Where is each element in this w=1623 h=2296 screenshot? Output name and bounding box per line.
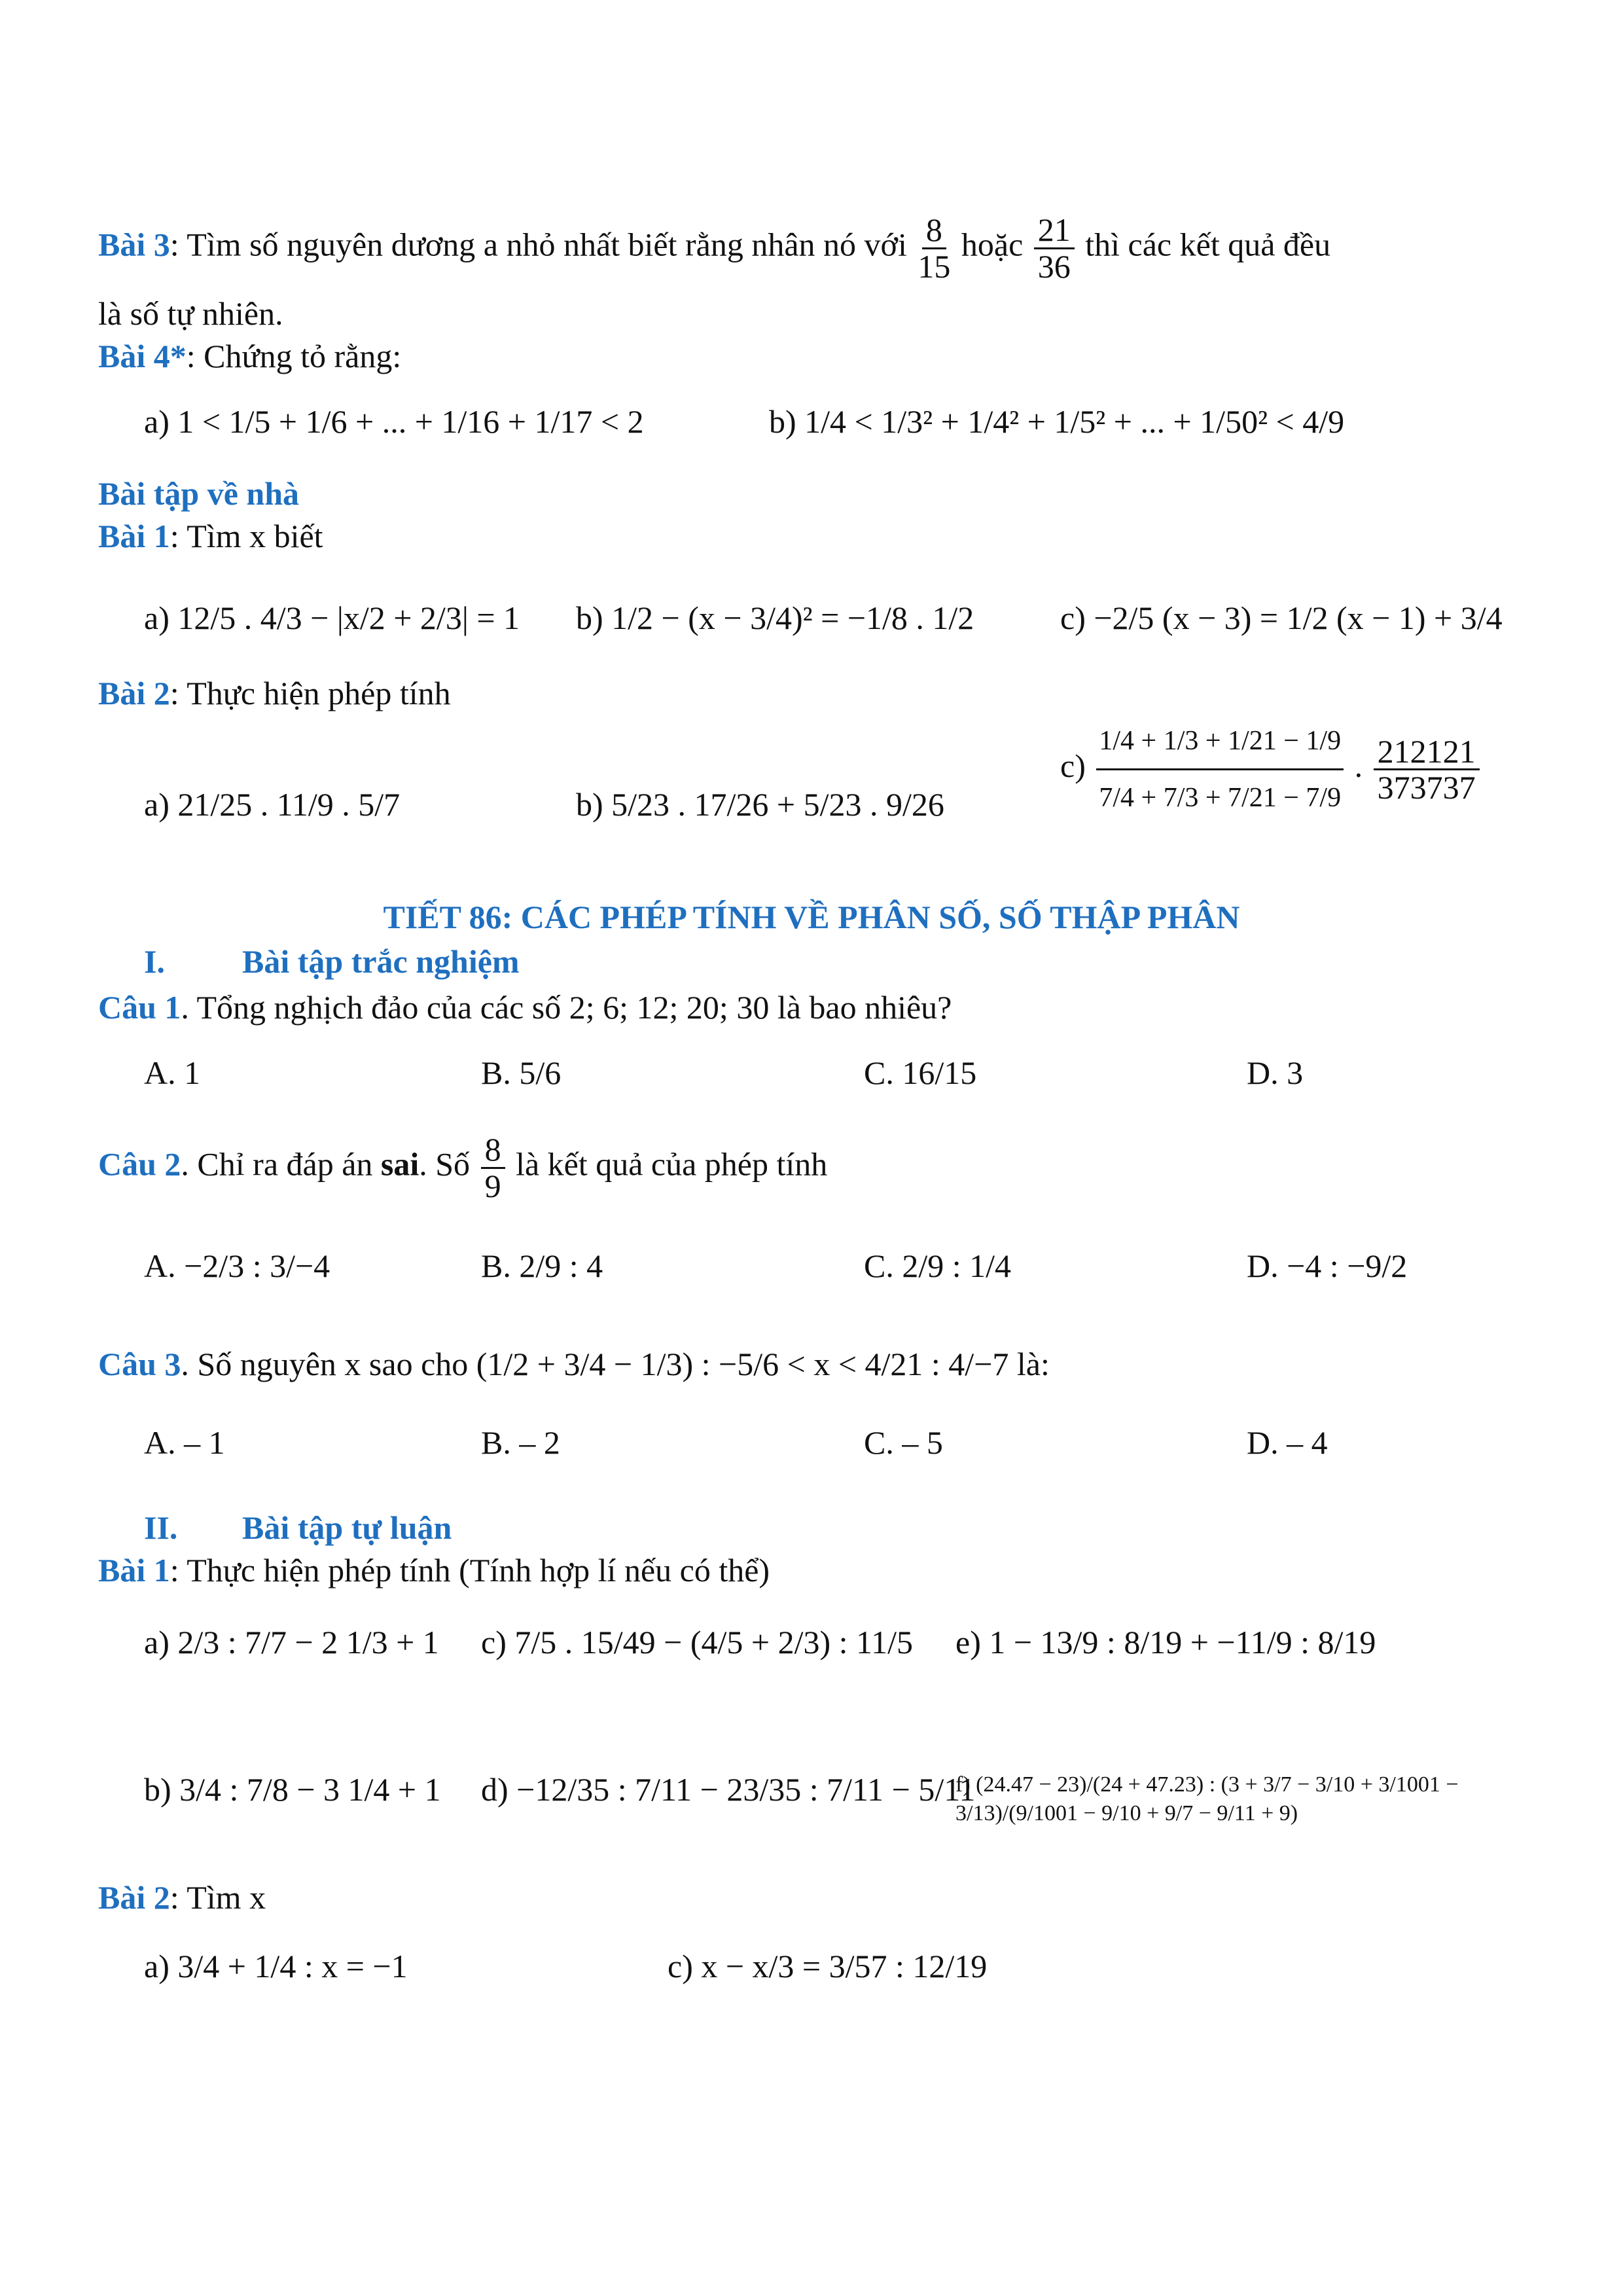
bai3-label: Bài 3 — [98, 226, 170, 263]
tl-bai1-heading — [98, 1551, 770, 1589]
hw-bai2-text: : Thực hiện phép tính — [169, 675, 451, 711]
cau2-label: Câu 2 — [98, 1145, 181, 1183]
hw-bai2-heading — [98, 674, 451, 712]
cau2-text3: là kết quả của phép tính — [516, 1145, 828, 1183]
tl-bai1-a: a) 2/3 : 7/7 − 2 1/3 + 1 — [144, 1624, 439, 1660]
cau1-question — [98, 988, 952, 1026]
cau3-label: Câu 3 — [98, 1346, 181, 1382]
cau2-text1: . Chỉ ra đáp án — [181, 1145, 381, 1183]
section2-num: II. — [144, 1509, 178, 1546]
cau1-option-d[interactable]: D. 3 — [1247, 1054, 1304, 1091]
hw-bai2-c-bigfrac: $\frac{1/4 + 1/3 + 1/21 - 1/9}{7/4 + 7/3 + 7/21 - 7/9}$ — [1096, 726, 1344, 812]
tl-bai2-a: a) 3/4 + 1/4 : x = −1 — [144, 1948, 408, 1984]
hw-bai1-c: c) −2/5 (x − 3) = 1/2 (x − 1) + 3/4 — [1060, 600, 1503, 636]
tl-bai1-text: : Thực hiện phép tính (Tính hợp lí nếu có thể) — [169, 1552, 770, 1588]
hw-bai2-c-mult: $\frac{212121}{373737}$ — [1374, 734, 1480, 805]
bai3-line1 — [98, 213, 1330, 283]
cau2-option-c[interactable]: C. 2/9 : 1/4 — [864, 1247, 1012, 1284]
section1-title: Bài tập trắc nghiệm — [242, 943, 520, 980]
hw-bai2-b: b) 5/23 . 17/26 + 5/23 . 9/26 — [576, 786, 944, 823]
bai4-label: Bài 4* — [98, 338, 187, 374]
tl-bai2-text: : Tìm x — [169, 1879, 266, 1916]
bai4-heading — [98, 337, 401, 375]
tl-bai2-c: c) x − x/3 = 3/57 : 12/19 — [668, 1948, 988, 1984]
bai3-frac2: $\frac{21}{36}$ — [1034, 213, 1075, 283]
bai3-text-before: : Tìm số nguyên dương a nhỏ nhất biết rằng nhân nó với — [169, 226, 907, 263]
hw-bai1-text: : Tìm x biết — [169, 518, 323, 554]
tl-bai1-b: b) 3/4 : 7/8 − 3 1/4 + 1 — [144, 1771, 441, 1808]
cau3-text: . Số nguyên x sao cho (1/2 + 3/4 − 1/3) : −5/6 < x < 4/21 : 4/−7 là: — [181, 1346, 1050, 1382]
tl-bai1-e: e) 1 − 13/9 : 8/19 + −11/9 : 8/19 — [955, 1624, 1376, 1660]
cau3-option-a[interactable]: A. – 1 — [144, 1424, 225, 1461]
hw-bai2-c-prefix: c) — [1060, 747, 1086, 785]
cau2-option-d[interactable]: D. −4 : −9/2 — [1247, 1247, 1408, 1284]
tl-bai1-label: Bài 1 — [98, 1552, 170, 1588]
cau2-bold: sai — [380, 1145, 419, 1183]
cau1-option-b[interactable]: B. 5/6 — [481, 1054, 562, 1091]
cau1-label: Câu 1 — [98, 989, 181, 1026]
hw-bai2-c: c) $\frac{1/4 + 1/3 + 1/21 - 1/9}{7/4 + 7/3 + 7/21 - 7/9}$ . $\frac{212121}{373737}$ — [1060, 726, 1482, 812]
tl-bai2-label: Bài 2 — [98, 1879, 170, 1916]
hw-bai2-label: Bài 2 — [98, 675, 170, 711]
hw-bai1-b: b) 1/2 − (x − 3/4)² = −1/8 . 1/2 — [576, 600, 974, 636]
cau3-option-d[interactable]: D. – 4 — [1247, 1424, 1328, 1461]
bai4-text: : Chứng tỏ rằng: — [186, 338, 402, 374]
cau2-question — [98, 1132, 827, 1203]
cau2-frac: $\frac{8}{9}$ — [481, 1132, 505, 1203]
homework-title: Bài tập về nhà — [98, 475, 300, 512]
cau3-question — [98, 1345, 1050, 1383]
cau1-option-c[interactable]: C. 16/15 — [864, 1054, 977, 1091]
cau2-option-a[interactable]: A. −2/3 : 3/−4 — [144, 1247, 330, 1284]
tl-bai2-heading — [98, 1878, 266, 1916]
bai3-line2: là số tự nhiên. — [98, 295, 283, 332]
tl-bai1-c: c) 7/5 . 15/49 − (4/5 + 2/3) : 11/5 — [481, 1624, 914, 1660]
bai3-text-after: thì các kết quả đều — [1085, 226, 1331, 263]
cau1-option-a[interactable]: A. 1 — [144, 1054, 201, 1091]
bai4-b: b) 1/4 < 1/3² + 1/4² + 1/5² + ... + 1/50² < 4/9 — [769, 403, 1345, 440]
lesson-title: TIẾT 86: CÁC PHÉP TÍNH VỀ PHÂN SỐ, SỐ THẬP PHÂN — [383, 899, 1240, 935]
tl-bai1-f: f) (24.47 − 23)/(24 + 47.23) : (3 + 3/7 − 3/10 + 3/1001 − 3/13)/(9/1001 − 9/10 + 9/7 − 9/11 + 9) — [955, 1772, 1459, 1826]
hw-bai1-heading — [98, 517, 323, 555]
cau3-option-b[interactable]: B. – 2 — [481, 1424, 560, 1461]
hw-bai1-a: a) 12/5 . 4/3 − |x/2 + 2/3| = 1 — [144, 600, 520, 636]
hw-bai1-label: Bài 1 — [98, 518, 170, 554]
hw-bai2-a: a) 21/25 . 11/9 . 5/7 — [144, 786, 401, 823]
cau1-text: . Tổng nghịch đảo của các số 2; 6; 12; 20; 30 là bao nhiêu? — [181, 989, 952, 1026]
bai4-a: a) 1 < 1/5 + 1/6 + ... + 1/16 + 1/17 < 2 — [144, 403, 644, 440]
cau2-option-b[interactable]: B. 2/9 : 4 — [481, 1247, 603, 1284]
bai3-frac1: $\frac{8}{15}$ — [918, 211, 951, 285]
bai3-text-mid: hoặc — [961, 226, 1024, 263]
cau2-text2: . Số — [419, 1145, 471, 1183]
cau3-option-c[interactable]: C. – 5 — [864, 1424, 943, 1461]
tl-bai1-d: d) −12/35 : 7/11 − 23/35 : 7/11 − 5/11 — [481, 1771, 976, 1808]
section1-num: I. — [144, 943, 165, 980]
section2-title: Bài tập tự luận — [242, 1509, 452, 1546]
